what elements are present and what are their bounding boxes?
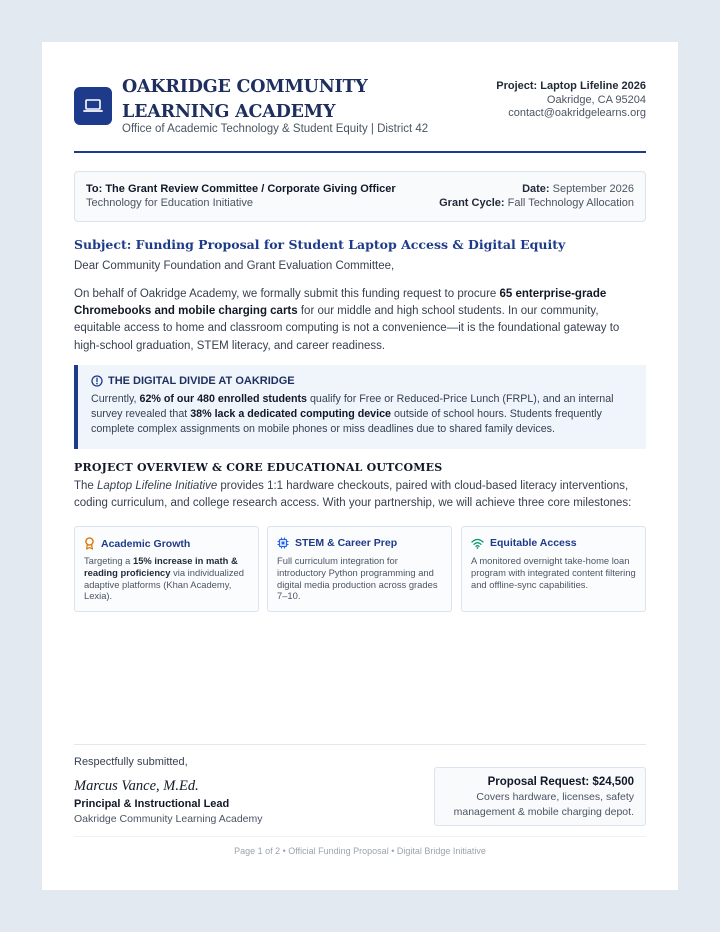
closing-phrase: Respectfully submitted, — [74, 756, 188, 768]
callout-text-2: qualify for Free or Reduced-Price Lunch (FRPL), and an internal survey revealed that — [91, 393, 614, 420]
contact-email[interactable]: contact@oakridgelearns.org — [508, 107, 646, 119]
callout-text-3: outside of school hours. Students frequently complete complex assignments on mobile phones or miss deadlines due to shared family devices. — [91, 408, 602, 435]
card-text-1: Full curriculum integration for introductory Python programming and digital media production across grades 7–10. — [277, 555, 438, 602]
card-text-1: A monitored overnight take-home loan program with integrated content filtering and offline-sync capabilities. — [471, 555, 636, 590]
signer-title: Principal & Instructional Lead — [74, 798, 230, 810]
card-title: STEM & Career Prep — [295, 537, 398, 549]
request-note-2: management & mobile charging depot. — [453, 806, 634, 818]
signature: Marcus Vance, M.Ed. — [74, 778, 199, 794]
cpu-icon — [277, 537, 289, 549]
cycle-label: Grant Cycle: — [439, 197, 505, 209]
award-icon — [84, 537, 95, 550]
card-academic-growth — [74, 526, 259, 612]
date-line — [522, 183, 634, 195]
intro-text-1: On behalf of Oakridge Academy, we formally submit this funding request to procure — [74, 288, 500, 300]
callout-bold-1: 62% of our 480 enrolled students — [139, 393, 307, 405]
card-heading — [84, 537, 190, 550]
overview-text-2: provides 1:1 hardware checkouts, paired with cloud-based literacy interventions, coding curriculum, and college research access. With your partnership, we will achieve three core milestones: — [74, 480, 632, 510]
project-title: Project: Laptop Lifeline 2026 — [496, 80, 646, 92]
logo — [74, 87, 112, 125]
overview-paragraph — [74, 478, 646, 512]
intro-paragraph — [74, 286, 646, 355]
org-name: OAKRIDGE COMMUNITY LEARNING ACADEMY — [122, 77, 368, 122]
card-text-2: via individualized adaptive platforms (Khan Academy, Lexia). — [84, 566, 244, 602]
project-info — [476, 80, 646, 121]
card-heading — [277, 537, 397, 549]
card-title: Equitable Access — [490, 537, 577, 549]
card-body — [471, 555, 638, 590]
intro-text-2: for our middle and high school students. In our community, equitable access to home and classroom computing is not a convenience—it is the foundational gateway to high-school graduation, STEM literacy, and career readiness. — [74, 305, 620, 352]
laptop-icon — [83, 98, 103, 114]
card-body — [84, 555, 251, 602]
alert-circle-icon — [91, 375, 103, 387]
org-subtitle: Office of Academic Technology & Student Equity | District 42 — [122, 123, 429, 135]
signer-org: Oakridge Community Learning Academy — [74, 813, 263, 825]
closing-divider — [74, 744, 646, 745]
page-footer: Page 1 of 2 • Official Funding Proposal • Digital Bridge Initiative — [234, 846, 486, 856]
recipient-program: Technology for Education Initiative — [86, 197, 253, 209]
intro-bold: 65 enterprise-grade Chromebooks and mobile charging carts — [74, 288, 607, 318]
digital-divide-callout — [74, 365, 646, 449]
overview-italic: Laptop Lifeline Initiative — [97, 480, 218, 492]
callout-text-1: Currently, — [91, 393, 140, 405]
wifi-icon — [471, 538, 484, 549]
card-heading — [471, 537, 577, 549]
card-bold: 15% increase in math & reading proficiency — [84, 555, 238, 578]
date-value: September 2026 — [552, 183, 634, 195]
overview-text-1: The — [74, 480, 98, 492]
letter-subject: Subject: Funding Proposal for Student Laptop Access & Digital Equity — [74, 237, 566, 252]
callout-bold-2: 38% lack a dedicated computing device — [190, 408, 391, 420]
date-label: Date: — [522, 183, 550, 195]
request-note-1: Covers hardware, licenses, safety — [476, 791, 634, 803]
callout-heading — [91, 375, 295, 387]
callout-title: THE DIGITAL DIVIDE AT OAKRIDGE — [108, 375, 295, 387]
card-stem-career — [267, 526, 452, 612]
callout-body — [91, 392, 636, 437]
proposal-request-box — [434, 767, 646, 826]
recipient-to: To: The Grant Review Committee / Corporate Giving Officer — [86, 183, 396, 195]
section-heading: PROJECT OVERVIEW & CORE EDUCATIONAL OUTCOMES — [74, 461, 443, 474]
card-text-1: Targeting a — [84, 555, 133, 566]
footer-divider — [74, 836, 646, 837]
card-body — [277, 555, 444, 602]
card-title: Academic Growth — [101, 537, 191, 550]
cycle-value: Fall Technology Allocation — [507, 197, 634, 209]
location: Oakridge, CA 95204 — [546, 93, 646, 106]
header-divider — [74, 151, 646, 153]
card-equitable-access — [461, 526, 646, 612]
salutation: Dear Community Foundation and Grant Evaluation Committee, — [74, 260, 395, 272]
request-amount: Proposal Request: $24,500 — [487, 776, 634, 788]
document-page — [42, 42, 678, 890]
cycle-line — [439, 197, 634, 209]
recipient-box — [74, 171, 646, 222]
